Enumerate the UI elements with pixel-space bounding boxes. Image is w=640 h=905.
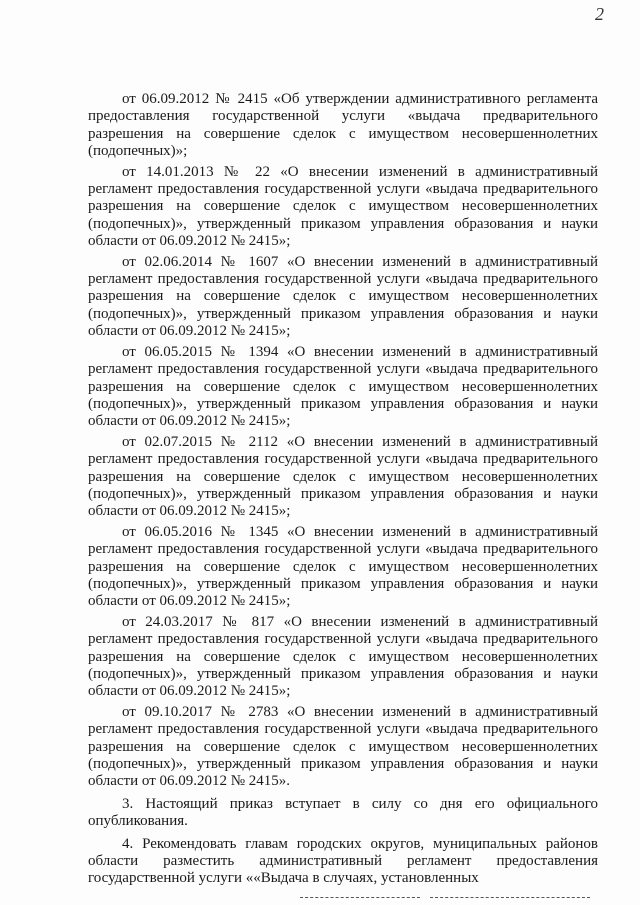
paragraph-order-2112-2015: от 02.07.2015 № 2112 «О внесении изменений в административный регламент предоставления государственной услуги «выдача предварительного разрешения на совершение сделок с имуществом несовершеннолетних (подопечных)», утвержденный приказом управления образования и науки области от 06.09.2012 № 2415»; xyxy=(88,433,598,520)
paragraph-order-2783-2017: от 09.10.2017 № 2783 «О внесении изменений в административный регламент предоставления государственной услуги «выдача предварительного разрешения на совершение сделок с имуществом несовершеннолетних (подопечных)», утвержденный приказом управления образования и науки области от 06.09.2012 № 2415». xyxy=(88,703,598,790)
footer-scan-line xyxy=(430,897,590,899)
footer-scan-line xyxy=(300,897,420,899)
paragraph-item-4: 4. Рекомендовать главам городских округов, муниципальных районов области разместить административный регламент предоставления государственной услуги ««Выдача в случаях, установленных xyxy=(88,835,598,887)
paragraph-order-2415-2012: от 06.09.2012 № 2415 «Об утверждении административного регламента предоставления государственной услуги «выдача предварительного разрешения на совершение сделок с имуществом несовершеннолетних (подопечных)»; xyxy=(88,91,598,160)
document-body xyxy=(88,91,598,888)
page-number: 2 xyxy=(595,4,604,24)
paragraph-order-1345-2016: от 06.05.2016 № 1345 «О внесении изменений в административный регламент предоставления государственной услуги «выдача предварительного разрешения на совершение сделок с имуществом несовершеннолетних (подопечных)», утвержденный приказом управления образования и науки области от 06.09.2012 № 2415»; xyxy=(88,523,598,610)
paragraph-order-1607-2014: от 02.06.2014 № 1607 «О внесении изменений в административный регламент предоставления государственной услуги «выдача предварительного разрешения на совершение сделок с имуществом несовершеннолетних (подопечных)», утвержденный приказом управления образования и науки области от 06.09.2012 № 2415»; xyxy=(88,253,598,340)
paragraph-order-22-2013: от 14.01.2013 № 22 «О внесении изменений в административный регламент предоставления государственной услуги «выдача предварительного разрешения на совершение сделок с имуществом несовершеннолетних (подопечных)», утвержденный приказом управления образования и науки области от 06.09.2012 № 2415»; xyxy=(88,163,598,250)
paragraph-item-3: 3. Настоящий приказ вступает в силу со дня его официального опубликования. xyxy=(88,795,598,830)
paragraph-order-817-2017: от 24.03.2017 № 817 «О внесении изменений в административный регламент предоставления государственной услуги «выдача предварительного разрешения на совершение сделок с имуществом несовершеннолетних (подопечных)», утвержденный приказом управления образования и науки области от 06.09.2012 № 2415»; xyxy=(88,613,598,700)
paragraph-order-1394-2015: от 06.05.2015 № 1394 «О внесении изменений в административный регламент предоставления государственной услуги «выдача предварительного разрешения на совершение сделок с имуществом несовершеннолетних (подопечных)», утвержденный приказом управления образования и науки области от 06.09.2012 № 2415»; xyxy=(88,343,598,430)
